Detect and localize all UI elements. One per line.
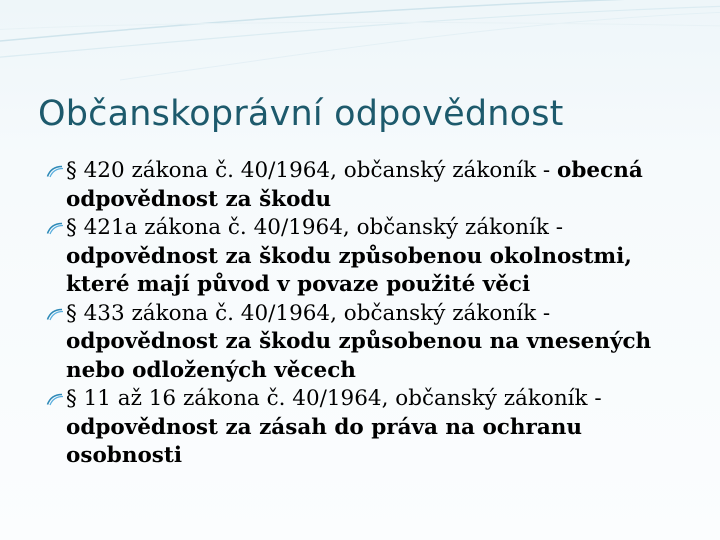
bullet-law-reference: § 433 zákona č. 40/1964, občanský zákoník -	[66, 300, 551, 326]
bullet-law-reference: § 420 zákona č. 40/1964, občanský zákoník -	[66, 158, 551, 183]
bullet-marker-icon	[46, 393, 64, 406]
bullet-list	[46, 157, 686, 471]
bullet-marker-icon	[46, 308, 64, 321]
bullet-item	[46, 214, 686, 300]
bullet-description: odpovědnost za škodu způsobenou okolnostmi, které mají původ v povaze použité věci	[66, 243, 632, 297]
decorative-curves	[0, 0, 720, 90]
bullet-item	[46, 300, 686, 386]
bullet-marker-icon	[46, 165, 64, 178]
bullet-marker-icon	[46, 222, 64, 235]
bullet-description: obecná odpovědnost za škodu	[66, 158, 643, 212]
slide-title: Občanskoprávní odpovědnost	[38, 94, 564, 134]
bullet-law-reference: § 11 až 16 zákona č. 40/1964, občanský zákoník -	[66, 386, 602, 411]
bullet-item	[46, 157, 686, 214]
bullet-description: odpovědnost za škodu způsobenou na vnesených nebo odložených věcech	[66, 329, 652, 383]
bullet-law-reference: § 421a zákona č. 40/1964, občanský zákoník -	[66, 215, 564, 240]
bullet-item	[46, 385, 686, 471]
bullet-description: odpovědnost za zásah do práva na ochranu osobnosti	[66, 414, 583, 468]
